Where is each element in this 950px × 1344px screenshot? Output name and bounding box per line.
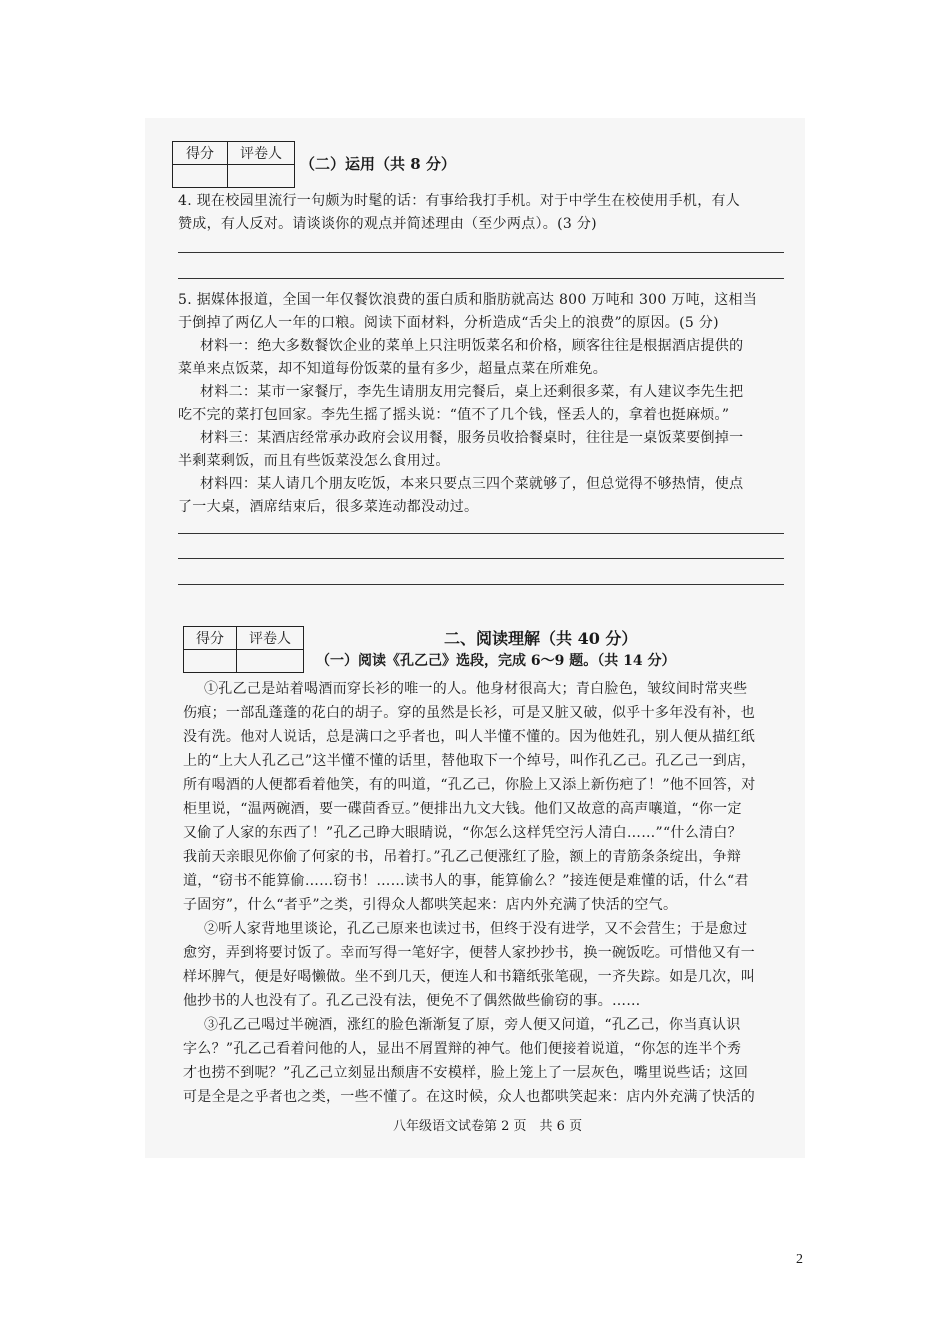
passage-p1-line3: 没有洗。他对人说话，总是满口之乎者也，叫人半懂不懂的。因为他姓孔，别人便从描红纸 [183, 729, 755, 745]
question-5-line2: 于倒掉了两亿人一年的口粮。阅读下面材料，分析造成“舌尖上的浪费”的原因。(5 分) [178, 315, 719, 331]
material-1-line2: 菜单来点饭菜，却不知道每份饭菜的量有多少，超量点菜在所难免。 [178, 361, 607, 377]
material-2-line1: 材料二：某市一家餐厅，李先生请朋友用完餐后，桌上还剩很多菜，有人建议李先生把 [200, 384, 744, 400]
passage-p2-line3: 样坏脾气，便是好喝懒做。坐不到几天，便连人和书籍纸张笔砚，一齐失踪。如是几次，叫 [183, 969, 755, 985]
passage-p3-line1: ③孔乙己喝过半碗酒，涨红的脸色渐渐复了原，旁人便又问道，“孔乙己，你当真认识 [204, 1017, 741, 1033]
material-4-line1: 材料四：某人请几个朋友吃饭，本来只要点三四个菜就够了，但总觉得不够热情，使点 [200, 476, 744, 492]
part-2-title: 二、阅读理解（共 40 分） [444, 629, 638, 648]
grader-cell [237, 650, 304, 673]
passage-p1-line7: 又偷了人家的东西了！”孔乙己睁大眼睛说，“你怎么这样凭空污人清白……”“什么清白？ [183, 825, 742, 841]
passage-p1-line4: 上的“上大人孔乙己”这半懂不懂的话里，替他取下一个绰号，叫作孔乙己。孔乙己一到店， [183, 753, 756, 769]
passage-p2-line4: 他抄书的人也没有了。孔乙己没有法，便免不了偶然做些偷窃的事。…… [183, 993, 641, 1009]
score-label: 得分 [184, 627, 237, 650]
material-2-line2: 吃不完的菜打包回家。李先生摇了摇头说：“值不了几个钱，怪丢人的，拿着也挺麻烦。” [178, 407, 730, 423]
passage-p1-line2: 伤痕；一部乱蓬蓬的花白的胡子。穿的虽然是长衫，可是又脏又破，似乎十多年没有补，也 [183, 705, 755, 721]
grader-cell [228, 165, 295, 188]
answer-line [178, 533, 784, 534]
grader-label: 评卷人 [237, 627, 304, 650]
section-title-application: （二）运用（共 8 分） [300, 155, 456, 173]
passage-p3-line3: 才也捞不到呢？”孔乙己立刻显出颓唐不安模样，脸上笼上了一层灰色，嘴里说些话；这回 [183, 1065, 749, 1081]
material-1-line1: 材料一：绝大多数餐饮企业的菜单上只注明饭菜名和价格，顾客往往是根据酒店提供的 [200, 338, 744, 354]
question-5-line1: 5. 据媒体报道，全国一年仅餐饮浪费的蛋白质和脂肪就高达 800 万吨和 300 万吨，这相当 [178, 292, 758, 308]
passage-p1-line8: 我前天亲眼见你偷了何家的书，吊着打。”孔乙己便涨红了脸，额上的青筋条条绽出，争辩 [183, 849, 742, 865]
score-box [183, 626, 304, 673]
answer-line [178, 278, 784, 279]
passage-p1-line5: 所有喝酒的人便都看着他笑，有的叫道，“孔乙己，你脸上又添上新伤疤了！”他不回答，对 [183, 777, 756, 793]
material-4-line2: 了一大桌，酒席结束后，很多菜连动都没动过。 [178, 499, 479, 515]
question-4-line2: 赞成，有人反对。请谈谈你的观点并简述理由（至少两点）。(3 分) [178, 216, 597, 232]
passage-p1-line9: 道，“窃书不能算偷……窃书！……读书人的事，能算偷么？”接连便是难懂的话，什么“君 [183, 873, 749, 889]
passage-p1-line6: 柜里说，“温两碗酒，要一碟茴香豆。”便排出九文大钱。他们又故意的高声嚷道，“你一定 [183, 801, 742, 817]
passage-p1-line10: 子固穷”，什么“者乎”之类，引得众人都哄笑起来：店内外充满了快活的空气。 [183, 897, 678, 913]
passage-p2-line1: ②听人家背地里谈论，孔乙己原来也读过书，但终于没有进学，又不会营生；于是愈过 [204, 921, 748, 937]
passage-p3-line2: 字么？”孔乙己看着问他的人，显出不屑置辩的神气。他们便接着说道，“你怎的连半个秀 [183, 1041, 742, 1057]
material-3-line2: 半剩菜剩饭，而且有些饭菜没怎么食用过。 [178, 453, 450, 469]
grader-label: 评卷人 [228, 142, 295, 165]
page-number: 2 [796, 1252, 803, 1267]
question-4-line1: 4. 现在校园里流行一句颇为时髦的话：有事给我打手机。对于中学生在校使用手机，有人 [178, 193, 741, 209]
answer-line [178, 252, 784, 253]
passage-p1-line1: ①孔乙己是站着喝酒而穿长衫的唯一的人。他身材很高大；青白脸色，皱纹间时常夹些 [204, 681, 748, 697]
passage-p3-line4: 可是全是之乎者也之类，一些不懂了。在这时候，众人也都哄笑起来：店内外充满了快活的 [183, 1089, 755, 1105]
score-box [172, 141, 295, 188]
passage-p2-line2: 愈穷，弄到将要讨饭了。幸而写得一笔好字，便替人家抄抄书，换一碗饭吃。可惜他又有一 [183, 945, 755, 961]
answer-line [178, 584, 784, 585]
reading-subtitle: （一）阅读《孔乙己》选段，完成 6～9 题。（共 14 分） [316, 653, 676, 669]
score-cell [184, 650, 237, 673]
exam-footer: 八年级语文试卷第 2 页 共 6 页 [393, 1119, 583, 1134]
score-cell [173, 165, 228, 188]
material-3-line1: 材料三：某酒店经常承办政府会议用餐，服务员收拾餐桌时，往往是一桌饭菜要倒掉一 [200, 430, 744, 446]
answer-line [178, 558, 784, 559]
score-label: 得分 [173, 142, 228, 165]
